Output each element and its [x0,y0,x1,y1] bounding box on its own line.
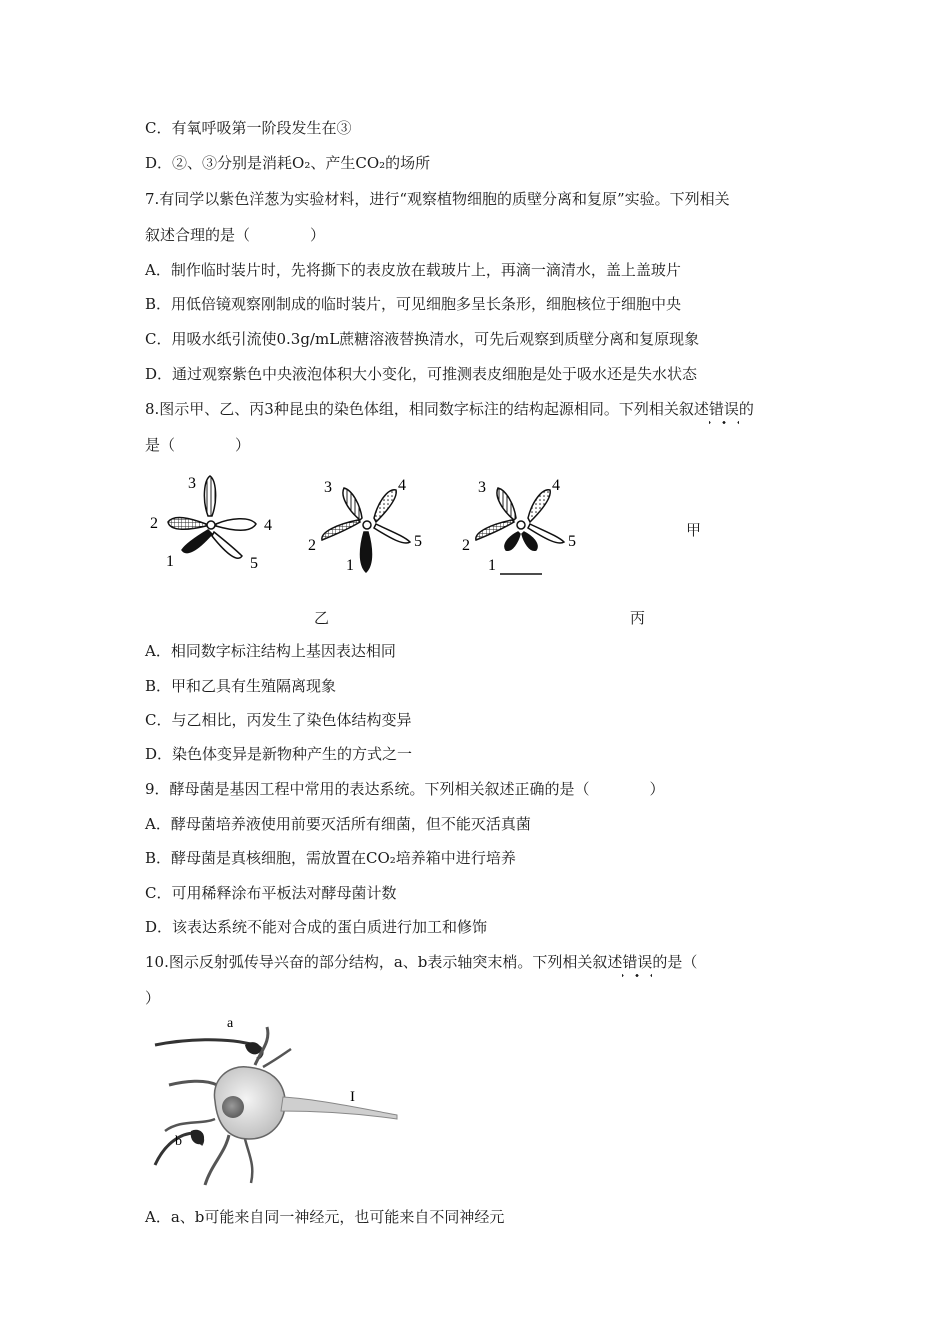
chromosome-5 [212,532,242,558]
q7-stem-cont: 叙述合理的是（ ） [145,226,326,244]
q8-option-d: D．染色体变异是新物种产生的方式之一 [145,745,413,763]
label-1-b: 1 [346,557,354,574]
label-3: 3 [188,475,196,492]
figure-label-yi: 乙 [314,609,330,627]
axon-i [281,1097,397,1119]
dendrite [263,1049,291,1067]
chromosome-3-b [343,488,362,520]
q8-option-a: A．相同数字标注结构上基因表达相同 [145,642,396,660]
label-4-c: 4 [552,477,560,494]
label-3-c: 3 [478,479,486,496]
label-4-b: 4 [398,477,406,494]
figure-label-bing: 丙 [630,609,646,627]
label-2-b: 2 [308,537,316,554]
label-1: 1 [166,553,174,570]
neuron-figure [145,1015,405,1195]
q8-stem-cont: 是（ ） [145,436,251,454]
label-2: 2 [150,515,158,532]
chromosome-4-b [374,490,396,522]
chromosome-2-c [476,520,514,540]
chromosome-1 [182,530,212,553]
q7-stem: 7.有同学以紫色洋葱为实验材料，进行“观察植物细胞的质壁分离和复原”实验。下列相关 [145,190,730,208]
nucleus [222,1096,244,1118]
q9-option-b: B．酵母菌是真核细胞，需放置在CO₂培养箱中进行培养 [145,849,516,867]
chromosome-3-c [497,488,516,520]
label-5: 5 [250,555,258,572]
axon-terminal-a [245,1042,261,1054]
chromosome-figure [150,470,710,580]
chromosome-3 [204,476,215,516]
label-2-c: 2 [462,537,470,554]
q9-option-d: D．该表达系统不能对合成的蛋白质进行加工和修饰 [145,918,488,936]
figure-label-jia: 甲 [686,521,702,539]
q6-option-c: C．有氧呼吸第一阶段发生在③ [145,119,352,137]
label-5-b: 5 [414,533,422,550]
chromosome-1-c-left [505,532,520,550]
q10-stem [145,952,697,972]
chromosome-set-3 [462,477,576,574]
q9-option-a: A．酵母菌培养液使用前要灭活所有细菌，但不能灭活真菌 [145,815,531,833]
centromere [207,521,215,529]
dendrite [245,1139,252,1183]
dendrite [169,1081,217,1085]
chromosome-5-b [374,524,410,543]
centromere-b [363,521,371,529]
chromosome-4 [216,519,256,531]
label-a: a [227,1016,234,1031]
chromosome-1-b [361,532,372,572]
chromosome-2 [168,518,206,530]
q7-option-b: B．用低倍镜观察刚制成的临时装片，可见细胞多呈长条形，细胞核位于细胞中央 [145,295,682,313]
q7-option-c: C．用吸水纸引流使0.3g/mL蔗糖溶液替换清水，可先后观察到质壁分离和复原现象 [145,330,700,348]
label-i: I [350,1089,355,1105]
q6-option-d: D．②、③分别是消耗O₂、产生CO₂的场所 [145,154,431,172]
q7-option-a: A．制作临时装片时，先将撕下的表皮放在载玻片上，再滴一滴清水，盖上盖玻片 [145,261,681,279]
q8-stem [145,399,754,419]
label-4: 4 [264,517,272,534]
label-1-c: 1 [488,557,496,574]
dendrite [205,1135,229,1185]
label-5-c: 5 [568,533,576,550]
q7-option-d: D．通过观察紫色中央液泡体积大小变化，可推测表皮细胞是处于吸水还是失水状态 [145,365,698,383]
centromere-c [517,521,525,529]
label-3-b: 3 [324,479,332,496]
dendrite [165,1119,215,1131]
q8-stem-end: 的 [738,400,754,418]
chromosome-1-c-right [522,532,537,550]
q8-stem-text: 8.图示甲、乙、丙3种昆虫的染色体组，相同数字标注的结构起源相同。下列相关叙述 [145,400,709,418]
axon-a-fiber [155,1040,262,1059]
q9-stem: 9．酵母菌是基因工程中常用的表达系统。下列相关叙述正确的是（ ） [145,780,665,798]
chromosome-4-c [528,490,550,522]
chromosome-set-2 [308,477,422,574]
q10-stem-cont: ） [145,989,161,1007]
q10-emphasis: 错误 [622,953,653,971]
q10-stem-text: 10.图示反射弧传导兴奋的部分结构，a、b表示轴突末梢。下列相关叙述 [145,953,623,971]
q8-option-c: C．与乙相比，丙发生了染色体结构变异 [145,711,412,729]
q8-emphasis: 错误 [708,400,739,418]
q10-stem-end: 的是（ [652,953,698,971]
q8-option-b: B．甲和乙具有生殖隔离现象 [145,677,337,695]
label-b: b [175,1134,182,1149]
chromosome-set-1 [150,475,272,572]
axon-terminal-b [191,1130,204,1145]
q10-option-a: A．a、b可能来自同一神经元，也可能来自不同神经元 [145,1208,505,1226]
chromosome-2-b [322,520,360,540]
q9-option-c: C．可用稀释涂布平板法对酵母菌计数 [145,884,397,902]
